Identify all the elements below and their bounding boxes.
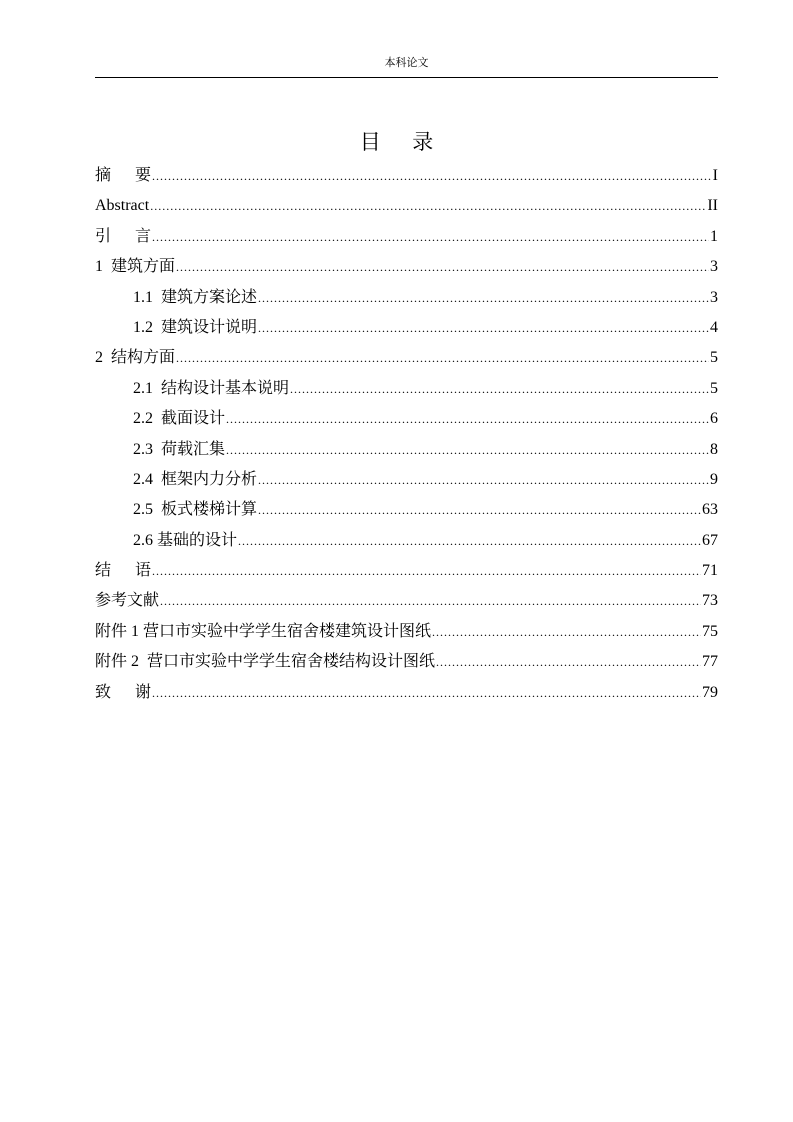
toc-entry-label: 摘 要 (95, 167, 152, 184)
toc-entry-label: 附件 1 营口市实验中学学生宿舍楼建筑设计图纸 (95, 622, 432, 640)
toc-dot-leader (150, 191, 706, 221)
toc-dot-leader (176, 343, 709, 373)
toc-dot-leader (226, 435, 709, 465)
toc-entry[interactable] (95, 191, 718, 221)
toc-entry-label: 致 谢 (95, 683, 152, 701)
toc-dot-leader (258, 283, 709, 313)
toc-entry[interactable] (95, 283, 718, 313)
toc-entry-page-number: 9 (710, 470, 718, 488)
toc-entry-label: 2 结构方面 (95, 349, 176, 367)
toc-entry[interactable] (95, 313, 718, 343)
toc-entry-page-number: 77 (702, 653, 718, 671)
toc-dot-leader (152, 222, 709, 252)
toc-entry-label: Abstract (95, 197, 150, 215)
toc-entry-page-number: 8 (710, 440, 718, 458)
toc-dot-leader (152, 678, 701, 708)
toc-entry[interactable] (95, 526, 718, 556)
toc-dot-leader (176, 252, 709, 282)
header-title: 本科论文 (384, 57, 429, 69)
toc-entry-page-number: 5 (710, 379, 718, 397)
toc-entry-label: 结 语 (95, 562, 152, 580)
toc-entry-page-number: II (707, 197, 718, 215)
toc-entry[interactable] (95, 678, 718, 708)
toc-dot-leader (152, 161, 712, 191)
toc-entry-page-number: 6 (710, 410, 718, 428)
toc-dot-leader (258, 313, 709, 343)
toc-entry[interactable] (95, 556, 718, 586)
toc-entry[interactable] (95, 647, 718, 677)
toc-dot-leader (432, 617, 701, 647)
toc-entry-label: 1.2 建筑设计说明 (133, 318, 258, 336)
toc-entry-page-number: 3 (710, 288, 718, 306)
toc-dot-leader (226, 404, 709, 434)
toc-dot-leader (160, 586, 701, 616)
toc-entry[interactable] (95, 435, 718, 465)
toc-entry-label: 1 建筑方面 (95, 258, 176, 276)
toc-entry-page-number: 75 (702, 622, 718, 640)
toc-entry-page-number: 63 (702, 501, 718, 519)
toc-entry[interactable] (95, 252, 718, 282)
toc-entry-label: 参考文献 (95, 592, 160, 610)
toc-entry-page-number: 79 (702, 683, 718, 701)
toc-entry[interactable] (95, 617, 718, 647)
toc-entry[interactable] (95, 161, 718, 191)
toc-dot-leader (152, 556, 701, 586)
toc-entry-label: 引 言 (95, 227, 152, 245)
toc-entry-label: 附件 2 营口市实验中学学生宿舍楼结构设计图纸 (95, 653, 436, 671)
toc-entry-label: 2.4 框架内力分析 (133, 470, 258, 488)
toc-entry-label: 2.1 结构设计基本说明 (133, 379, 290, 397)
toc-dot-leader (238, 526, 701, 556)
toc-entry-page-number: I (712, 167, 718, 184)
toc-entry[interactable] (95, 374, 718, 404)
toc-entry[interactable] (95, 495, 718, 525)
page-header (95, 0, 718, 78)
toc-entry[interactable] (95, 343, 718, 373)
toc-entry-page-number: 3 (710, 258, 718, 276)
toc-entry[interactable] (95, 586, 718, 616)
toc-entry[interactable] (95, 222, 718, 252)
toc-entry-page-number: 4 (710, 318, 718, 336)
toc-entry-page-number: 71 (702, 562, 718, 580)
toc-dot-leader (436, 647, 701, 677)
toc-entry-label: 2.5 板式楼梯计算 (133, 501, 258, 519)
toc-title: 目 录 (359, 130, 434, 154)
toc-dot-leader (290, 374, 709, 404)
toc-dot-leader (258, 495, 701, 525)
toc-list (95, 161, 718, 708)
toc-entry-page-number: 5 (710, 349, 718, 367)
toc-entry-label: 1.1 建筑方案论述 (133, 288, 258, 306)
toc-entry-label: 2.2 截面设计 (133, 410, 226, 428)
toc-entry-label: 2.3 荷载汇集 (133, 440, 226, 458)
toc-entry-page-number: 1 (710, 227, 718, 245)
toc-entry-page-number: 67 (702, 531, 718, 549)
toc-entry[interactable] (95, 465, 718, 495)
toc-entry-page-number: 73 (702, 592, 718, 610)
toc-entry-label: 2.6 基础的设计 (133, 531, 238, 549)
toc-dot-leader (258, 465, 709, 495)
toc-entry[interactable] (95, 404, 718, 434)
